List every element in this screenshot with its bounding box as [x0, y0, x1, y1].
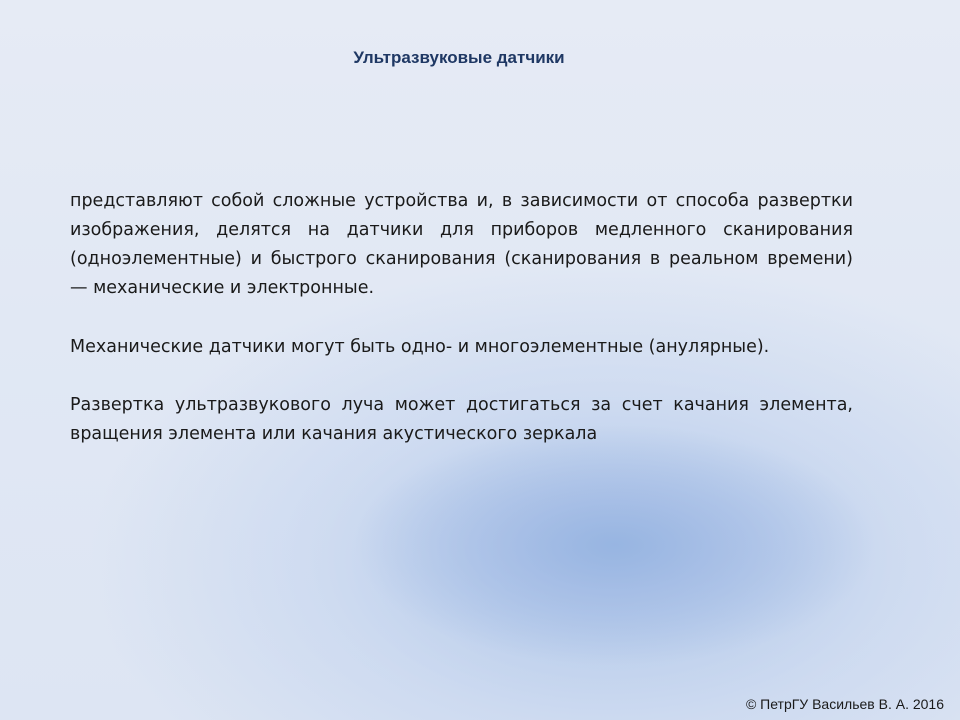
- paragraph-beam-scanning: Развертка ультразвукового луча может достигаться за счет качания элемента, вращения элемента или качания акустического зеркала: [70, 395, 853, 444]
- copyright-footer: © ПетрГУ Васильев В. А. 2016: [745, 696, 944, 712]
- slide-title: Ультразвуковые датчики: [353, 48, 565, 67]
- paragraph-description: представляют собой сложные устройства и, в зависимости от способа развертки изображения, делятся на датчики для приборов медленного сканирования (одноэлементные) и быстрого сканирования (сканирования в реальном времени) — механические и электронные.: [70, 191, 853, 298]
- paragraph-mechanical-sensors: Механические датчики могут быть одно- и многоэлементные (анулярные).: [70, 337, 770, 357]
